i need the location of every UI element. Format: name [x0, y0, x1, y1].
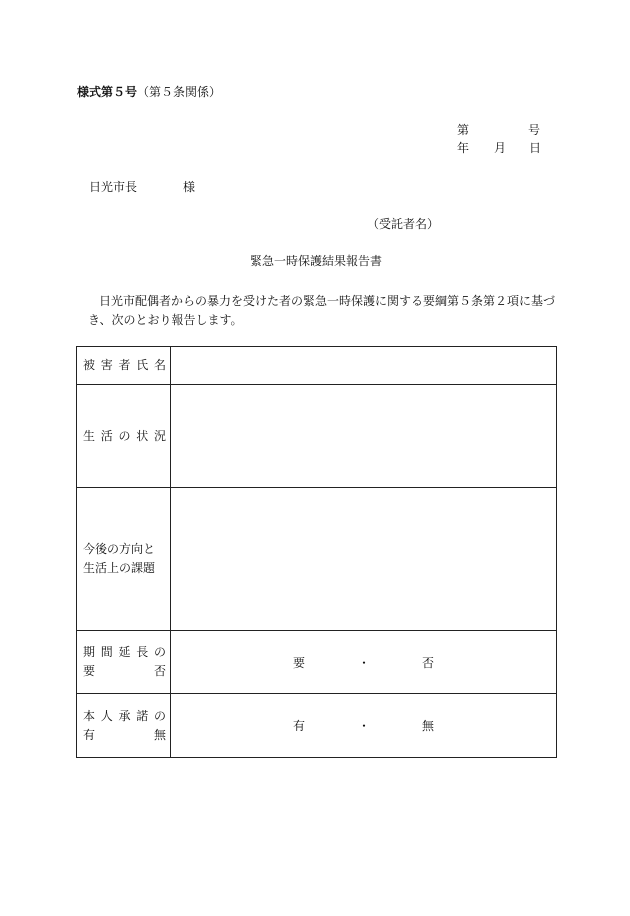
future-label: 今後の方向と 生活上の課題 [77, 488, 171, 631]
form-number: 様式第５号 [77, 85, 138, 99]
future-field[interactable] [171, 488, 557, 631]
report-table [76, 346, 557, 758]
doc-number-prefix: 第 [457, 123, 470, 137]
extension-options [171, 631, 557, 694]
date-month-label: 月 [494, 141, 507, 155]
living-status-label: 生 活 の 状 況 [77, 385, 171, 488]
extension-option-no[interactable]: 否 [422, 655, 435, 670]
extension-label: 期 間 延 長 の 要 否 [77, 631, 171, 694]
doc-number-suffix: 号 [528, 123, 541, 137]
consent-option-no[interactable]: 無 [422, 719, 435, 733]
date-day-label: 日 [529, 141, 542, 155]
row-extension [77, 631, 557, 694]
row-victim-name [77, 347, 557, 385]
victim-name-label: 被 害 者 氏 名 [77, 347, 171, 385]
body-line-1: 日光市配偶者からの暴力を受けた者の緊急一時保護に関する要綱第５条第２項に基づ [99, 294, 556, 308]
row-future [77, 488, 557, 631]
body-line-2: き、次のとおり報告します。 [88, 313, 243, 327]
addressee-name: 日光市長 [89, 180, 138, 194]
document-title: 緊急一時保護結果報告書 [250, 254, 383, 268]
row-consent [77, 694, 557, 758]
victim-name-field[interactable] [171, 347, 557, 385]
living-status-field[interactable] [171, 385, 557, 488]
extension-separator: ・ [357, 655, 370, 670]
consent-options [171, 694, 557, 758]
consent-separator: ・ [357, 719, 370, 733]
form-number-line [77, 86, 221, 98]
date-year-label: 年 [457, 141, 470, 155]
consent-option-yes[interactable]: 有 [292, 719, 305, 733]
form-relation: （第５条関係） [137, 85, 222, 99]
consent-label: 本 人 承 諾 の 有 無 [77, 694, 171, 758]
sender-label: （受託者名） [367, 217, 440, 231]
addressee-honorific: 様 [183, 180, 196, 194]
row-living-status [77, 385, 557, 488]
extension-option-yes[interactable]: 要 [292, 655, 305, 670]
